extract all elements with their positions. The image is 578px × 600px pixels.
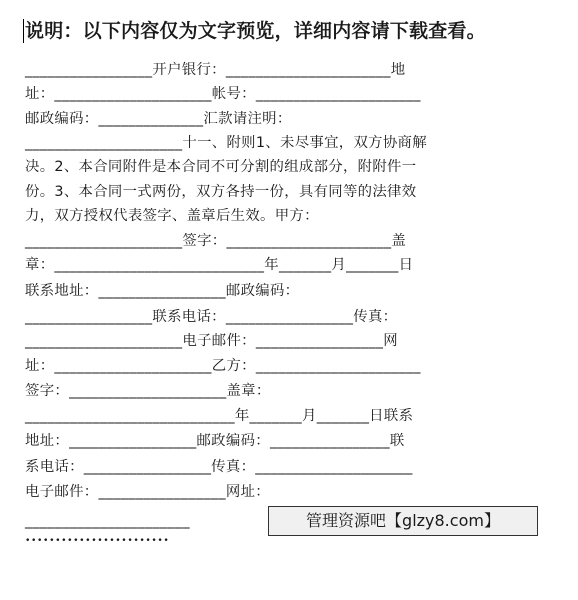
contract-line: _____________________电子邮件：_________________网 [25, 333, 398, 349]
contract-line: ______________________ [25, 513, 190, 529]
contract-line: 电子邮件：_________________网址： [25, 484, 270, 500]
contract-line: 址：_____________________帐号：______________________ [25, 86, 421, 102]
contract-line: 章：____________________________年_______月_______日 [25, 257, 414, 273]
contract-line: 力，双方授权代表签字、盖章后生效。甲方： [25, 208, 319, 224]
text-cursor [23, 19, 24, 43]
contract-line: _____________________十一、附则1、未尽事宜，双方协商解 [25, 135, 427, 151]
contract-line: 联系地址：_________________邮政编码： [25, 283, 300, 299]
contract-line: _________________开户银行：______________________地 [25, 62, 406, 78]
dotted-separator: •••••••••••••••••••••••• [25, 536, 170, 546]
contract-line: 签字：_____________________盖章： [25, 383, 271, 399]
contract-line: 址：_____________________乙方：______________________ [25, 358, 421, 374]
contract-line: ____________________________年_______月_______日联系 [25, 408, 414, 424]
contract-line: 系电话：_________________传真：_____________________ [25, 459, 413, 475]
contract-line: 邮政编码：______________汇款请注明： [25, 111, 292, 127]
contract-line: 决。2、本合同附件是本合同不可分割的组成部分，附附件一 [25, 159, 417, 175]
watermark-badge: 管理资源吧【glzy8.com】 [268, 506, 538, 536]
preview-notice: 说明：以下内容仅为文字预览，详细内容请下载查看。 [25, 20, 486, 42]
contract-line: 地址：_________________邮政编码：________________联 [25, 433, 405, 449]
contract-line: _________________联系电话：_________________传真： [25, 309, 398, 325]
contract-line: 份。3、本合同一式两份，双方各持一份，具有同等的法律效 [25, 184, 417, 200]
contract-line: _____________________签字：______________________盖 [25, 233, 407, 249]
